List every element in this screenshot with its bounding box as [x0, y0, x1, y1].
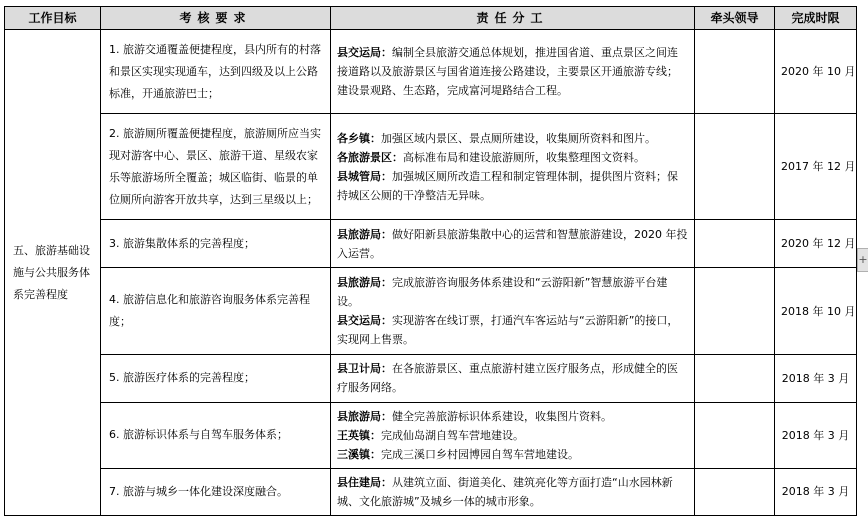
duty-line: [337, 43, 688, 100]
responsibility-cell: [331, 30, 695, 114]
requirement-cell: 4. 旅游信息化和旅游咨询服务体系完善程度；: [101, 268, 331, 354]
responsibility-cell: [331, 114, 695, 220]
deadline-cell: 2018 年 3 月: [775, 468, 857, 515]
deadline-cell: 2018 年 3 月: [775, 402, 857, 468]
responsibility-cell: [331, 220, 695, 268]
lead-cell: [695, 354, 775, 402]
responsibility-cell: [331, 268, 695, 354]
dept-name: 各乡镇：: [337, 131, 381, 145]
duty-line: [337, 148, 688, 167]
duty-line: [337, 426, 688, 445]
lead-cell: [695, 468, 775, 515]
duty-text: 加强区域内景区、景点厕所建设，收集厕所资料和图片。: [381, 131, 656, 145]
duty-line: [337, 225, 688, 263]
duty-text: 实现游客在线订票，打通汽车客运站与“云游阳新”的接口，实现网上售票。: [337, 314, 679, 346]
dept-name: 县城管局：: [337, 169, 392, 183]
requirement-cell: 5. 旅游医疗体系的完善程度；: [101, 354, 331, 402]
deadline-cell: 2020 年 12 月: [775, 220, 857, 268]
dept-name: 县旅游局：: [337, 276, 392, 289]
duty-line: [337, 311, 688, 349]
lead-cell: [695, 220, 775, 268]
duty-text: 加强城区厕所改造工程和制定管理体制，提供图片资料；保持城区公厕的干净整洁无异味。: [337, 169, 678, 202]
dept-name: 县旅游局：: [337, 227, 392, 241]
deadline-cell: 2020 年 10 月: [775, 30, 857, 114]
lead-cell: [695, 268, 775, 354]
dept-name: 三溪镇：: [337, 447, 381, 461]
goal-cell: 五、旅游基础设施与公共服务体系完善程度: [5, 30, 101, 516]
duty-text: 做好阳新县旅游集散中心的运营和智慧旅游建设，2020 年投入运营。: [337, 227, 688, 260]
table-row: [5, 114, 857, 220]
duty-text: 编制全县旅游交通总体规划，推进国省道、重点景区之间连接道路以及旅游景区与国省道连接公路建设，主要景区开通旅游专线；建设景观路、生态路，完成富河堤路结合工程。: [337, 46, 678, 98]
duty-line: [337, 359, 688, 397]
table-row: [5, 268, 857, 354]
expand-handle[interactable]: +: [857, 248, 868, 272]
dept-name: 县住建局：: [337, 475, 392, 489]
dept-name: 王英镇：: [337, 428, 381, 442]
duty-line: [337, 407, 688, 426]
duty-text: 在各旅游景区、重点旅游村建立医疗服务点，形成健全的医疗服务网络。: [337, 362, 678, 395]
header-goal: 工作目标: [5, 7, 101, 30]
responsibility-cell: [331, 354, 695, 402]
header-requirement: 考核要求: [101, 7, 331, 30]
requirement-cell: 6. 旅游标识体系与自驾车服务体系；: [101, 402, 331, 468]
requirement-cell: 1. 旅游交通覆盖便捷程度，县内所有的村落和景区实现实现通车，达到四级及以上公路标准，开通旅游巴士；: [101, 30, 331, 114]
duty-line: [337, 167, 688, 205]
dept-name: 县交运局：: [337, 314, 392, 327]
duty-text: 从建筑立面、街道美化、建筑亮化等方面打造“山水园林新城、文化旅游城”及城乡一体的城市形象。: [337, 475, 673, 508]
header-responsibility: 责任分工: [331, 7, 695, 30]
assessment-table: [4, 6, 857, 516]
table-row: [5, 468, 857, 515]
requirement-cell: 3. 旅游集散体系的完善程度；: [101, 220, 331, 268]
lead-cell: [695, 402, 775, 468]
dept-name: 县交运局：: [337, 46, 392, 60]
deadline-cell: 2018 年 3 月: [775, 354, 857, 402]
dept-name: 县旅游局：: [337, 409, 392, 423]
duty-line: [337, 273, 688, 311]
duty-text: 完成仙岛湖自驾车营地建设。: [381, 428, 524, 442]
duty-line: [337, 445, 688, 464]
requirement-cell: 7. 旅游与城乡一体化建设深度融合。: [101, 468, 331, 515]
duty-line: [337, 473, 688, 511]
responsibility-cell: [331, 402, 695, 468]
table-row: [5, 30, 857, 114]
deadline-cell: 2018 年 10 月: [775, 268, 857, 354]
header-row: [5, 7, 857, 30]
responsibility-cell: [331, 468, 695, 515]
duty-text: 完成旅游咨询服务体系建设和“云游阳新”智慧旅游平台建设。: [337, 276, 668, 308]
duty-line: [337, 129, 688, 148]
header-lead: 牵头领导: [695, 7, 775, 30]
dept-name: 县卫计局：: [337, 362, 392, 376]
deadline-cell: 2017 年 12 月: [775, 114, 857, 220]
duty-text: 高标准布局和建设旅游厕所，收集整理图文资料。: [403, 150, 645, 164]
requirement-cell: 2. 旅游厕所覆盖便捷程度，旅游厕所应当实现对游客中心、景区、旅游干道、星级农家乐等旅游场所全覆盖；城区临街、临景的单位厕所向游客开放共享，达到三星级以上；: [101, 114, 331, 220]
table-row: [5, 402, 857, 468]
lead-cell: [695, 30, 775, 114]
table-row: [5, 220, 857, 268]
table-row: [5, 354, 857, 402]
dept-name: 各旅游景区：: [337, 150, 403, 164]
duty-text: 健全完善旅游标识体系建设，收集图片资料。: [392, 409, 612, 423]
header-deadline: 完成时限: [775, 7, 857, 30]
duty-text: 完成三溪口乡村园博园自驾车营地建设。: [381, 447, 579, 461]
lead-cell: [695, 114, 775, 220]
